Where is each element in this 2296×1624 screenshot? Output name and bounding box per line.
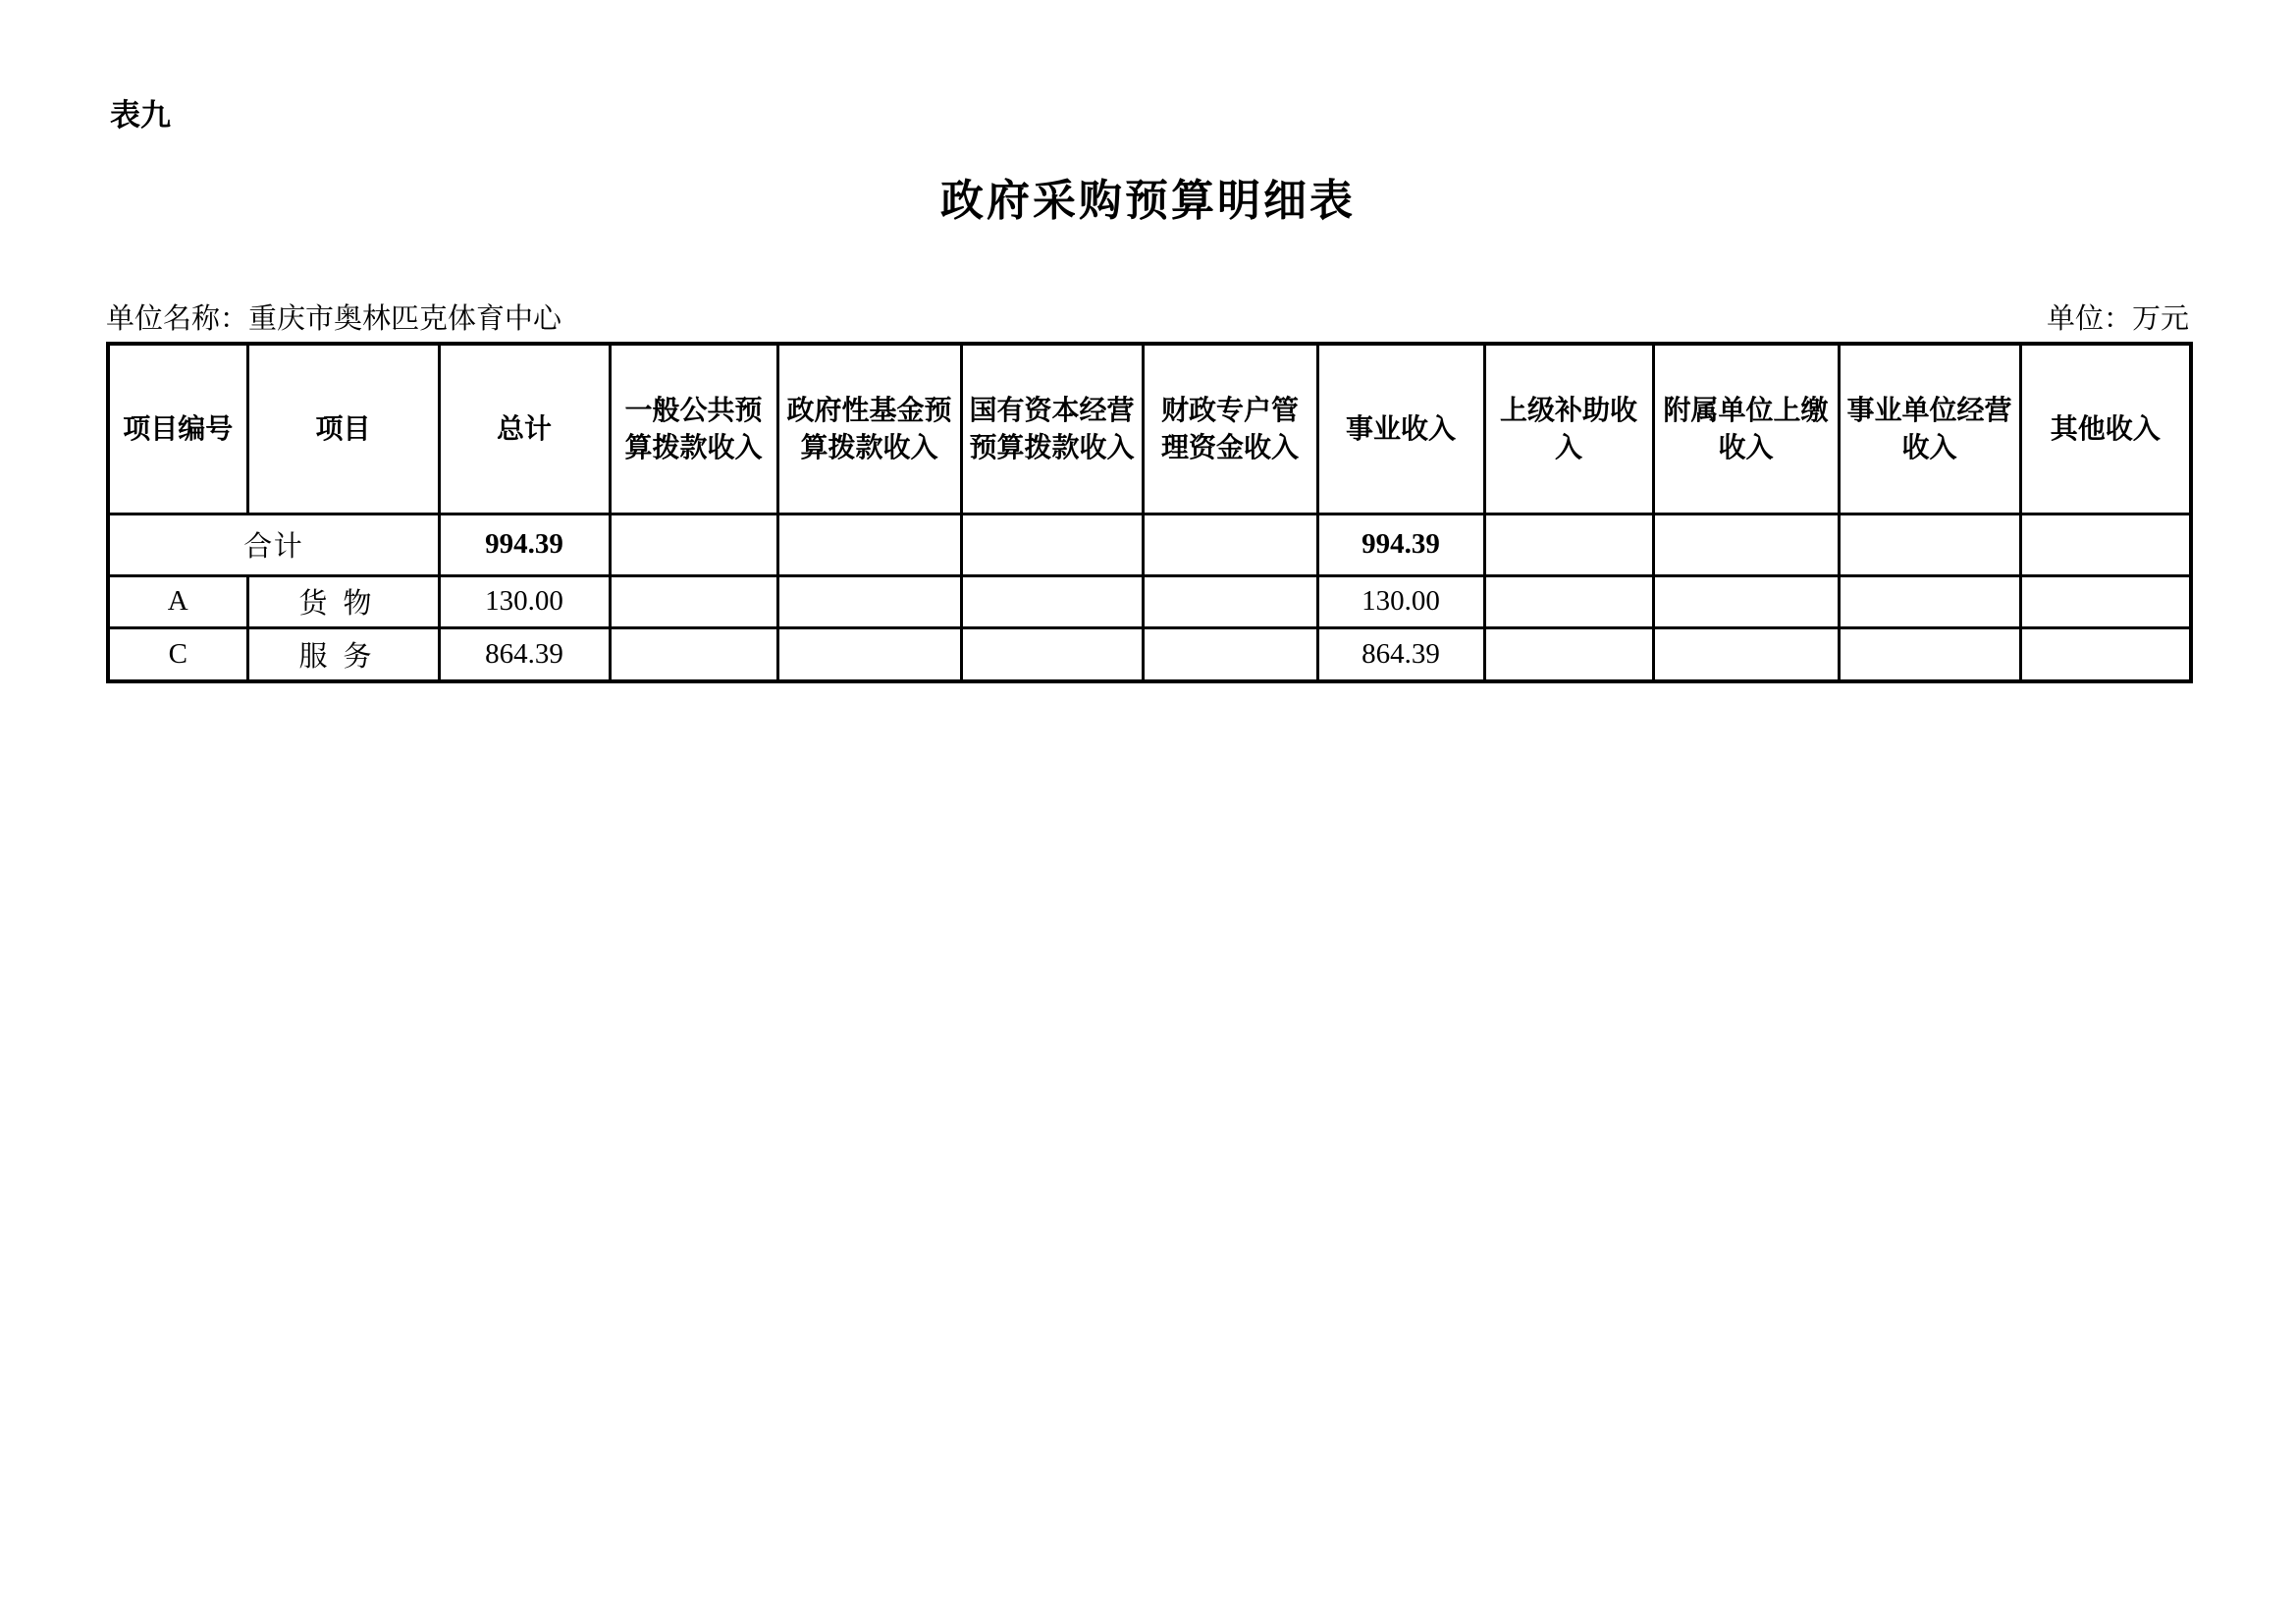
cell-fiscal-special-account [1143,575,1317,627]
table-header-row [108,344,2191,514]
cell-item-name: 服务 [247,627,439,681]
cell-business-unit-operating [1839,514,2020,575]
cell-superior-subsidy [1484,514,1653,575]
cell-other-income [2020,514,2191,575]
page-title: 政府采购预算明细表 [940,177,1356,225]
cell-item-code: C [108,627,247,681]
cell-total: 864.39 [439,627,610,681]
cell-other-income [2020,627,2191,681]
sheet-number-label: 表九 [110,98,171,133]
cell-general-public-budget [610,575,777,627]
header-state-capital-budget: 国有资本经营预算拨款收入 [961,344,1143,514]
cell-general-public-budget [610,627,777,681]
header-business-income: 事业收入 [1317,344,1484,514]
table-row [108,627,2191,681]
cell-state-capital-budget [961,575,1143,627]
cell-item-name: 货物 [247,575,439,627]
cell-affiliated-unit-turnin [1653,627,1839,681]
cell-business-unit-operating [1839,575,2020,627]
cell-item-code: A [108,575,247,627]
total-row [108,514,2191,575]
cell-state-capital-budget [961,514,1143,575]
cell-other-income [2020,575,2191,627]
header-fiscal-special-account: 财政专户管理资金收入 [1143,344,1317,514]
header-affiliated-unit-turnin: 附属单位上缴收入 [1653,344,1839,514]
cell-fiscal-special-account [1143,627,1317,681]
header-total: 总计 [439,344,610,514]
header-superior-subsidy: 上级补助收入 [1484,344,1653,514]
cell-affiliated-unit-turnin [1653,514,1839,575]
procurement-budget-table [106,342,2193,683]
header-gov-fund-budget: 政府性基金预算拨款收入 [777,344,961,514]
cell-fiscal-special-account [1143,514,1317,575]
header-other-income: 其他收入 [2020,344,2191,514]
table-row [108,575,2191,627]
meta-row [106,297,2189,337]
cell-affiliated-unit-turnin [1653,575,1839,627]
currency-unit-label: 单位：万元 [2046,303,2189,335]
cell-gov-fund-budget [777,627,961,681]
cell-gov-fund-budget [777,575,961,627]
cell-total: 130.00 [439,575,610,627]
cell-general-public-budget [610,514,777,575]
cell-superior-subsidy [1484,575,1653,627]
unit-name-label: 单位名称：重庆市奥林匹克体育中心 [106,303,562,335]
cell-total: 994.39 [439,514,610,575]
cell-state-capital-budget [961,627,1143,681]
cell-business-income: 130.00 [1317,575,1484,627]
header-item-code: 项目编号 [108,344,247,514]
cell-business-income: 994.39 [1317,514,1484,575]
header-business-unit-operating: 事业单位经营收入 [1839,344,2020,514]
cell-business-unit-operating [1839,627,2020,681]
header-item: 项目 [247,344,439,514]
cell-business-income: 864.39 [1317,627,1484,681]
cell-gov-fund-budget [777,514,961,575]
cell-superior-subsidy [1484,627,1653,681]
total-row-label: 合计 [108,514,439,575]
header-general-public-budget: 一般公共预算拨款收入 [610,344,777,514]
